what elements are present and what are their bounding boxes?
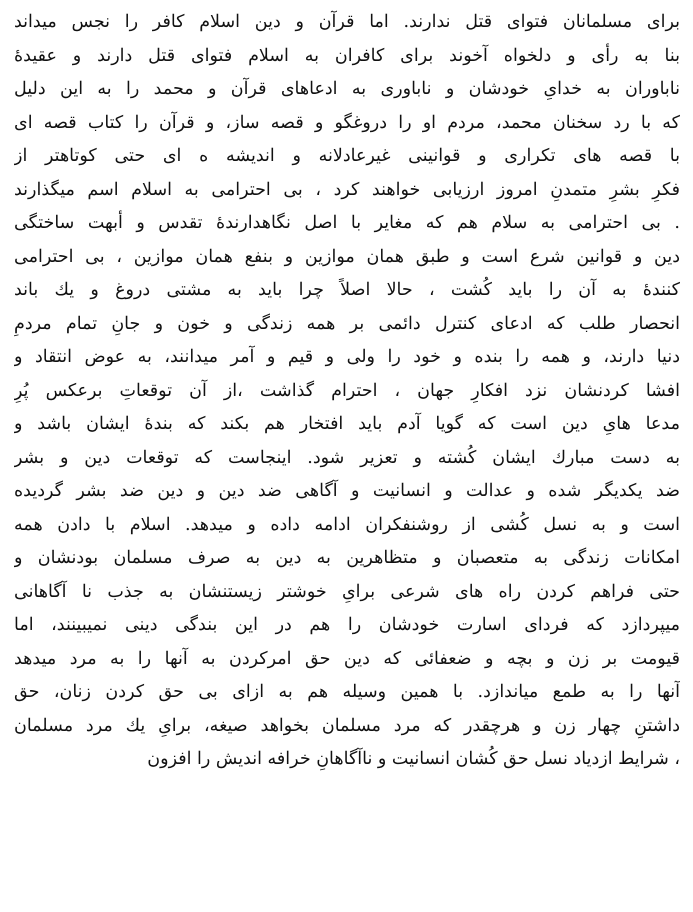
- text-line: است و به نسل کُشی از روشنفکران ادامه داده و میدهد. اسلام با دادن همه: [14, 514, 680, 535]
- text-line: دنیا دارند، و همه را بنده و خود را ولی و قیم و آمر میدانند، به عوض انتقاد و: [14, 347, 680, 367]
- text-line: که با رد سخنان محمد، مردم او را دروغگو و قصه ساز، و قرآن را کتاب قصه ای: [14, 112, 680, 133]
- text-line: امکانات زندگی به متعصبان و متظاهرین به دین به صرف مسلمان بودنشان و: [14, 548, 680, 568]
- text-line: برای مسلمانان فتوای قتل ندارند. اما قرآن و دین اسلام کافر را نجس میداند: [14, 12, 680, 32]
- text-line: آنها را به طمع میاندازد. با همین وسیله هم به ازای بی حق کردن زنان، حق: [14, 682, 680, 702]
- text-line: انحصار طلب که ادعای کنترل دائمی بر همه زندگی و خون و جانِ تمام مردمِ: [14, 313, 680, 334]
- text-line: افشا کردنشان نزد افکارِ جهان ، احترام گذاشت ،از آن توقعاتِ برعکس پُرِ: [14, 380, 680, 401]
- text-line: میپردازد که فردای اسارت خودشان را هم در این بندگی دینی نمیبینند، اما: [14, 615, 680, 635]
- text-line: ناباوران به خدایِ خودشان و ناباوری به ادعاهای قرآن و محمد را به این دلیل: [14, 79, 680, 99]
- text-line: مدعا هایِ دین است که گویا آدم باید افتخار هم بکند که بندهٔ ایشان باشد و: [14, 414, 680, 434]
- text-line: داشتنِ چهار زن و هرچقدر که مرد مسلمان بخواهد صیغه، برایِ یك مرد مسلمان: [14, 715, 680, 736]
- text-line: فکرِ بشرِ متمدنِ امروز ارزیابی خواهند کرد ، بی احترامی به اسلام اسم میگذارند: [14, 179, 680, 200]
- text-line: کنندهٔ به آن را باید کُشت ، حالا اصلاً چرا باید به مشتی دروغ و یك باند: [14, 280, 680, 300]
- text-line: بنا به رأی و دلخواه آخوند برای کافران به اسلام فتوای قتل دارند و عقیدهٔ: [14, 45, 680, 66]
- text-line: با قصه های تکراری و قوانینی غیرعادلانه و اندیشه ه ای حتی کوتاهتر از: [14, 146, 680, 166]
- body-text: [14, 6, 680, 777]
- text-line: حتی فراهم کردن راه های شرعی برایِ خوشتر زیستنشان به جذب نا آگاهانی: [14, 581, 680, 602]
- text-line: . بی احترامی به سلام هم که مغایر با اصل نگاهدارندهٔ تقدس و أبهت ساختگی: [14, 213, 680, 233]
- text-line: دین و قوانین شرع است و طبق همان موازین و بنفع همان موازین ، بی احترامی: [14, 246, 680, 267]
- text-line: ، شرایط ازدیاد نسل حق کُشان انسانیت و ناآگاهانِ خرافه اندیش را افزون: [147, 749, 680, 769]
- text-line: قیومت بر زن و بچه و ضعفائی که دین حق امرکردن به آنها را به مرد میدهد: [14, 648, 680, 669]
- text-line: ضد یکدیگر شده و عدالت و انسانیت و آگاهی ضد دین و دین ضد بشر گردیده: [14, 481, 680, 501]
- text-line: به دست مبارك ایشان کُشته و تعزیر شود. اینجاست که توقعات دین و بشر: [14, 447, 680, 468]
